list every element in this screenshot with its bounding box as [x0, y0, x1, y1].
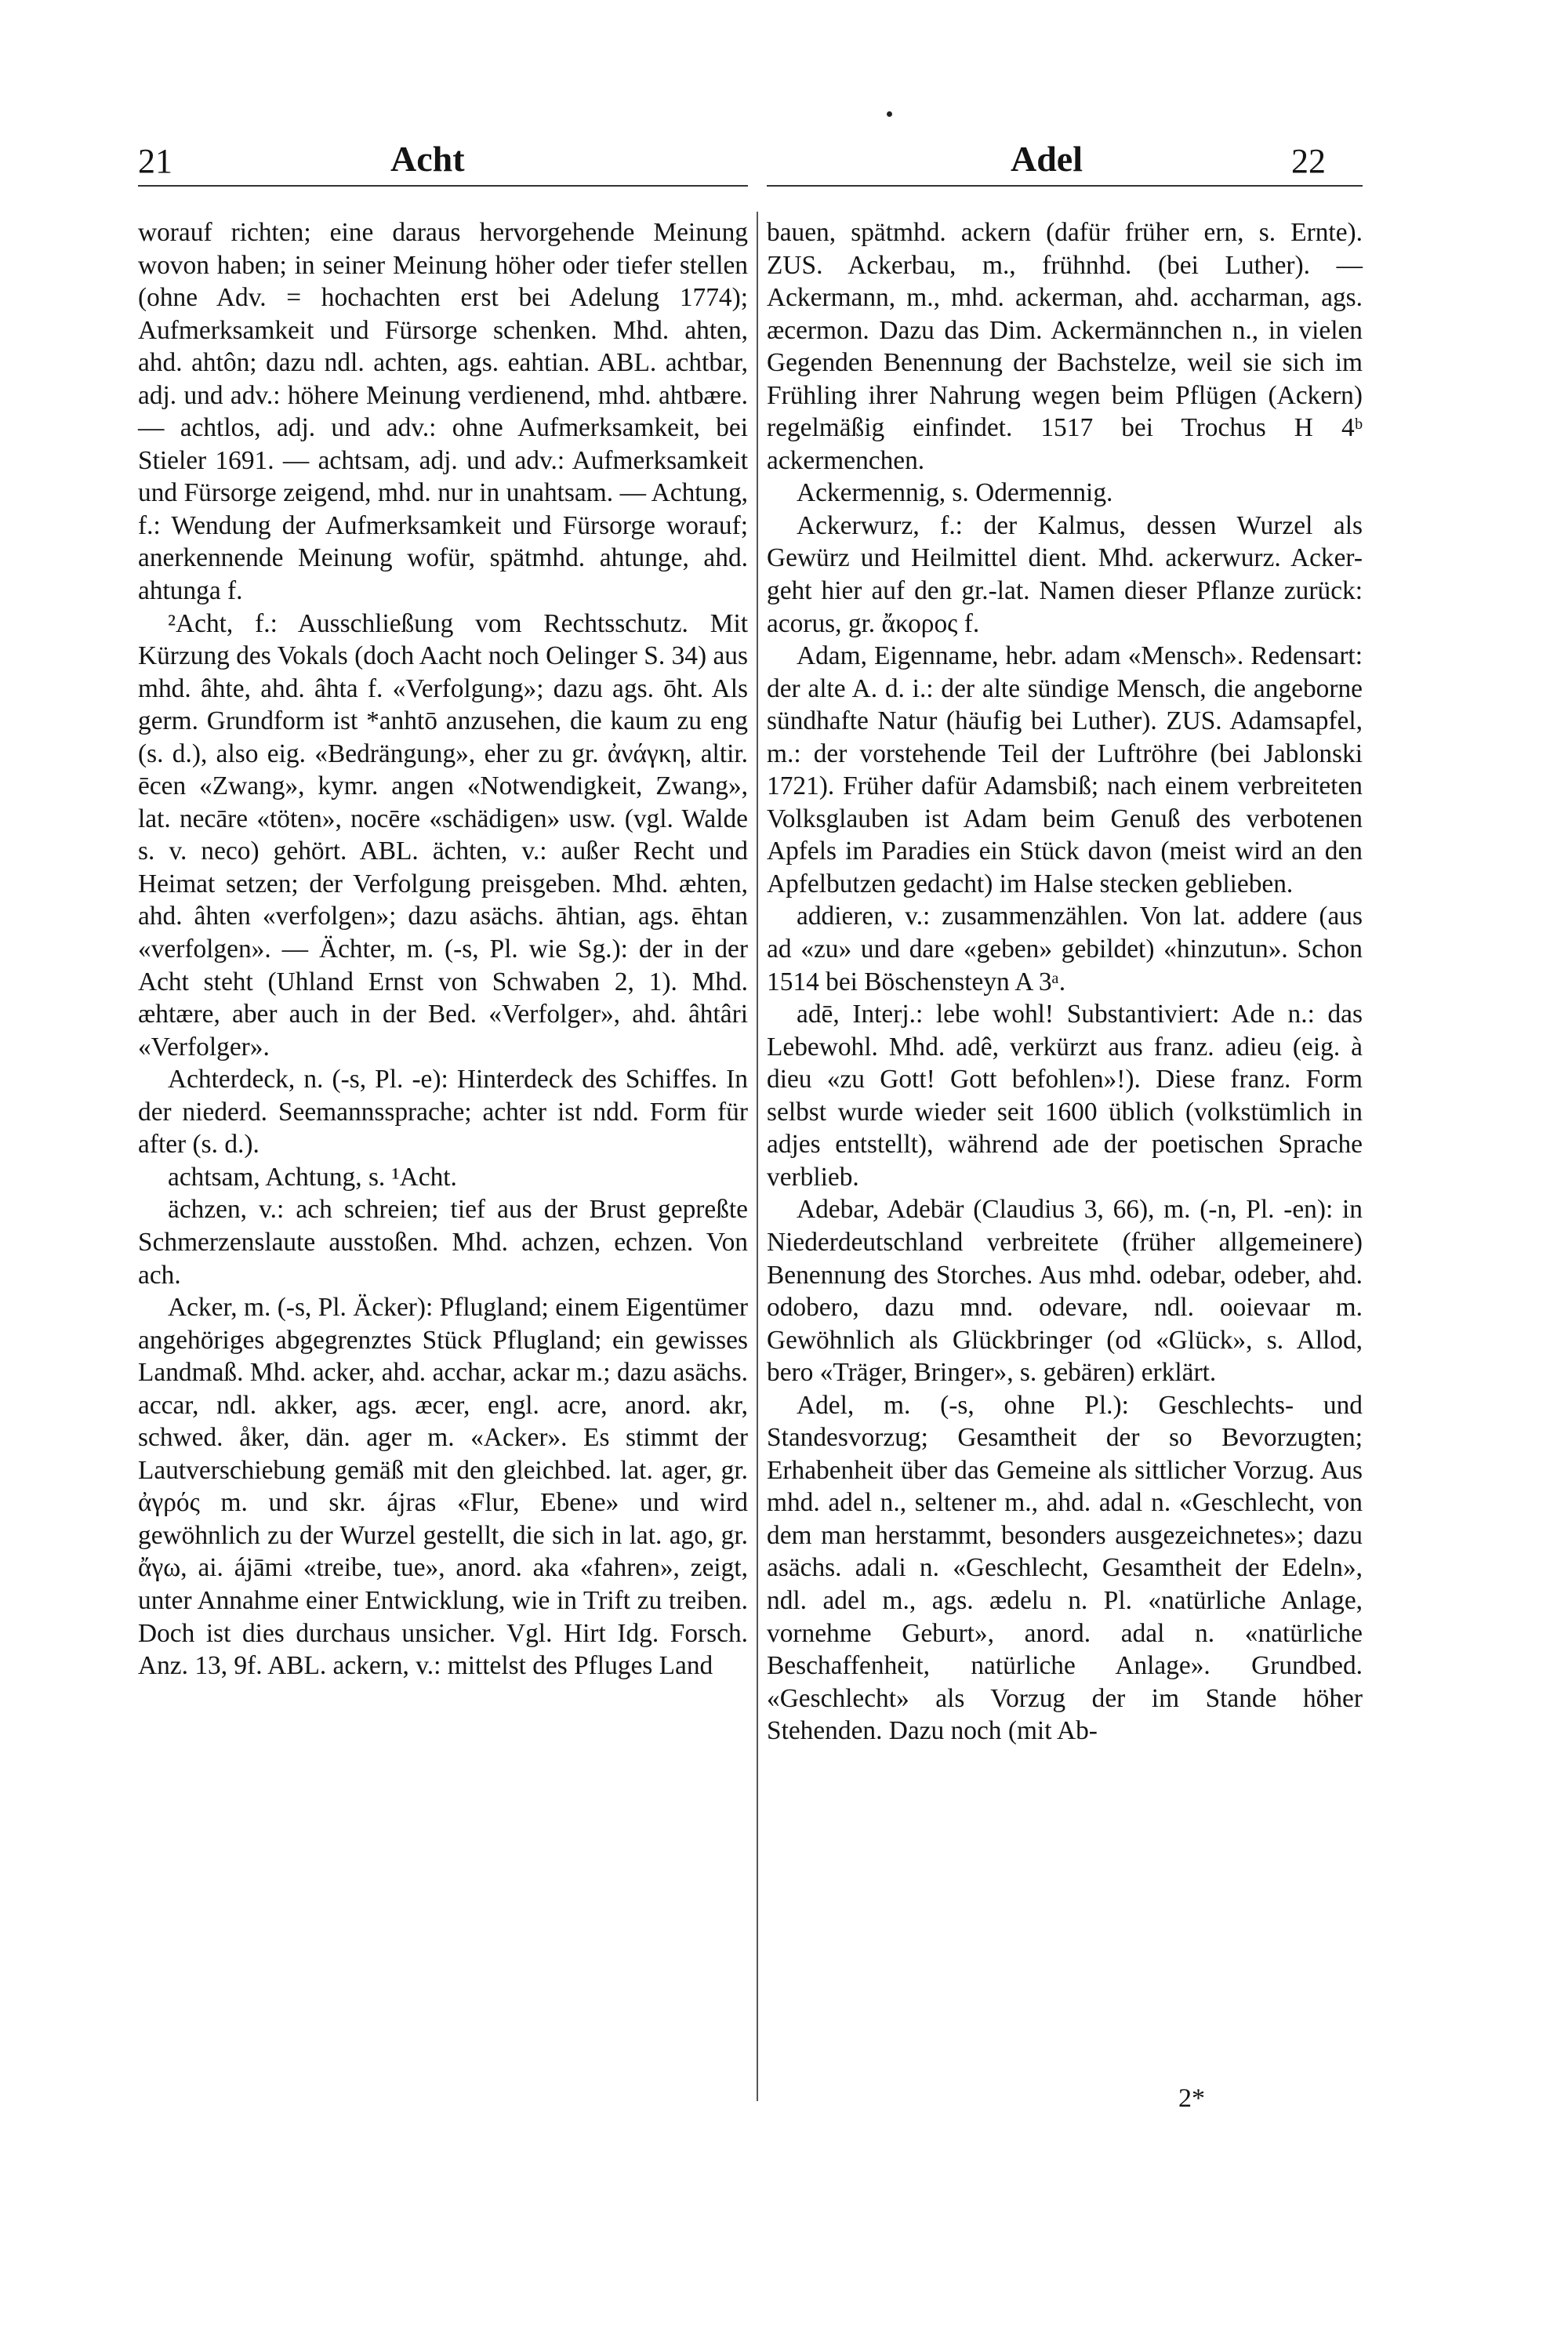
- entry-acht-2: ²Acht, f.: Ausschließung vom Rechtsschutz. Mit Kürzung des Vokals (doch Aacht noch Oelinger S. 34) aus mhd. âhte, ahd. âhta f. «Verfolgung»; dazu ags. ōht. Als germ. Grundform ist *anhtō anzusehen, die kaum zu eng (s. d.), also eig. «Bedrängung», eher zu gr. ἀνάγκη, altir. ēcen «Zwang», kymr. angen «Notwendigkeit, Zwang», lat. necāre «töten», nocēre «schädigen» usw. (vgl. Walde s. v. neco) gehört. ABL. ächten, v.: außer Recht und Heimat setzen; der Verfolgung preisgeben. Mhd. æhten, ahd. âhten «verfolgen»; dazu asächs. āhtian, ags. ēhtan «verfolgen». — Ächter, m. (-s, Pl. wie Sg.): der in der Acht steht (Uhland Ernst von Schwaben 2, 1). Mhd. æhtære, aber auch in der Bed. «Verfolger», ahd. âhtâri «Verfolger».: [138, 608, 748, 1062]
- entry-addieren: addieren, v.: zusammenzählen. Von lat. addere (aus ad «zu» und dare «geben» gebildet) «hinzutun». Schon 1514 bei Böschensteyn A 3ᵃ.: [767, 902, 1363, 996]
- right-catchword: Adel: [1011, 139, 1083, 179]
- right-page-number: 22: [1291, 142, 1326, 180]
- left-page-number: 21: [138, 142, 172, 180]
- ink-dot: [887, 111, 892, 117]
- right-header-rule: [767, 185, 1363, 187]
- left-header-rule: [138, 185, 748, 187]
- entry-acker: Acker, m. (-s, Pl. Äcker): Pflugland; einem Eigentümer angehöriges abgegrenztes Stück Pflugland; ein gewisses Landmaß. Mhd. acker, ahd. acchar, ackar m.; dazu asächs. accar, ndl. akker, ags. æcer, engl. acre, anord. akr, schwed. åker, dän. ager m. «Acker». Es stimmt der Lautverschiebung gemäß mit den gleichbed. lat. ager, gr. ἀγρός m. und skr. ájras «Flur, Ebene» und wird gewöhnlich zu der Wurzel gestellt, die sich in lat. ago, gr. ἄγω, ai. ájāmi «treibe, tue», anord. aka «fahren», zeigt, unter Annahme einer Entwicklung, wie in Trift zu treiben. Doch ist dies durchaus unsicher. Vgl. Hirt Idg. Forsch. Anz. 13, 9f. ABL. ackern, v.: mittelst des Pfluges Land: [138, 1293, 748, 1681]
- entry-ackern-continued: bauen, spätmhd. ackern (dafür früher ern, s. Ernte). ZUS. Ackerbau, m., frühnhd. (bei Luther). — Ackermann, m., mhd. ackerman, ahd. accharman, ags. æcermon. Dazu das Dim. Ackermännchen n., in vielen Gegenden Benennung der Bachstelze, weil sie sich im Frühling ihrer Nahrung wegen beim Pflügen (Ackern) regelmäßig einfindet. 1517 bei Trochus H 4ᵇ ackermenchen.: [767, 218, 1363, 475]
- entry-adebar: Adebar, Adebär (Claudius 3, 66), m. (-n, Pl. -en): in Niederdeutschland verbreitete (früher allgemeinere) Benennung des Storches. Aus mhd. odebar, odeber, ahd. odobero, dazu mnd. odevare, ndl. ooievaar m. Gewöhnlich als Glückbringer (od «Glück», s. Allod, bero «Träger, Bringer», s. gebären) erklärt.: [767, 1195, 1363, 1388]
- entry-achtsam-achtung: achtsam, Achtung, s. ¹Acht.: [168, 1162, 457, 1192]
- entry-achterdeck: Achterdeck, n. (-s, Pl. -e): Hinterdeck des Schiffes. In der niederd. Seemannssprache; achter ist ndd. Form für after (s. d.).: [138, 1065, 748, 1160]
- right-column: [767, 216, 1363, 1748]
- left-catchword: Acht: [390, 139, 465, 179]
- entry-adam: Adam, Eigenname, hebr. adam «Mensch». Redensart: der alte A. d. i.: der alte sündige Mensch, die angeborne sündhafte Natur (häufig bei Luther). ZUS. Adamsapfel, m.: der vorstehende Teil der Luftröhre (bei Jablonski 1721). Früher dafür Adamsbiß; nach einem verbreiteten Volksglauben ist Adam beim Genuß des verbotenen Apfels im Paradies ein Stück davon (meist wird an den Apfelbutzen gedacht) im Halse stecken geblieben.: [767, 641, 1363, 898]
- entry-adel: Adel, m. (-s, ohne Pl.): Geschlechts- und Standesvorzug; Gesamtheit der so Bevorzugten; Erhabenheit über das Gemeine als sittlicher Vorzug. Aus mhd. adel n., seltener m., ahd. adal n. «Geschlecht, von dem man herstammt, besonders ausgezeichnetes»; dazu asächs. adali n. «Geschlecht, Gesamtheit der Edeln», ndl. adel m., ags. ædelu n. Pl. «natürliche Anlage, vornehme Geburt», anord. adal n. «natürliche Beschaffenheit, natürliche Anlage». Grundbed. «Geschlecht» als Vorzug der im Stande höher Stehenden. Dazu noch (mit Ab-: [767, 1390, 1363, 1746]
- printer-signature: 2*: [1178, 2084, 1205, 2113]
- column-divider: [757, 212, 758, 2101]
- left-column: [138, 216, 748, 1682]
- entry-ackermennig: Ackermennig, s. Odermennig.: [797, 478, 1113, 508]
- entry-acht-continued: worauf richten; eine daraus hervorgehende Meinung wovon haben; in seiner Meinung höher oder tiefer stellen (ohne Adv. = hochachten erst bei Adelung 1774); Aufmerksamkeit und Fürsorge schenken. Mhd. ahten, ahd. ahtôn; dazu ndl. achten, ags. eahtian. ABL. achtbar, adj. und adv.: höhere Meinung verdienend, mhd. ahtbære. — achtlos, adj. und adv.: ohne Aufmerksamkeit, bei Stieler 1691. — achtsam, adj. und adv.: Aufmerksamkeit und Fürsorge zeigend, mhd. nur in unahtsam. — Achtung, f.: Wendung der Aufmerksamkeit und Fürsorge worauf; anerkennende Meinung wofür, spätmhd. ahtunge, ahd. ahtunga f.: [138, 218, 748, 606]
- entry-aechzen: ächzen, v.: ach schreien; tief aus der Brust gepreßte Schmerzenslaute ausstoßen. Mhd. achzen, echzen. Von ach.: [138, 1195, 748, 1290]
- entry-ade: adē, Interj.: lebe wohl! Substantiviert: Ade n.: das Lebewohl. Mhd. adê, verkürzt aus franz. adieu (eig. à dieu «zu Gott! Gott befohlen»!). Diese franz. Form selbst wurde wieder seit 1600 üblich (volkstümlich in adjes entstellt), während ade der poetischen Sprache verblieb.: [767, 1000, 1363, 1192]
- entry-ackerwurz: Ackerwurz, f.: der Kalmus, dessen Wurzel als Gewürz und Heilmittel dient. Mhd. ackerwurz. Acker- geht hier auf den gr.-lat. Namen dieser Pflanze zurück: acorus, gr. ἄκορος f.: [767, 510, 1363, 638]
